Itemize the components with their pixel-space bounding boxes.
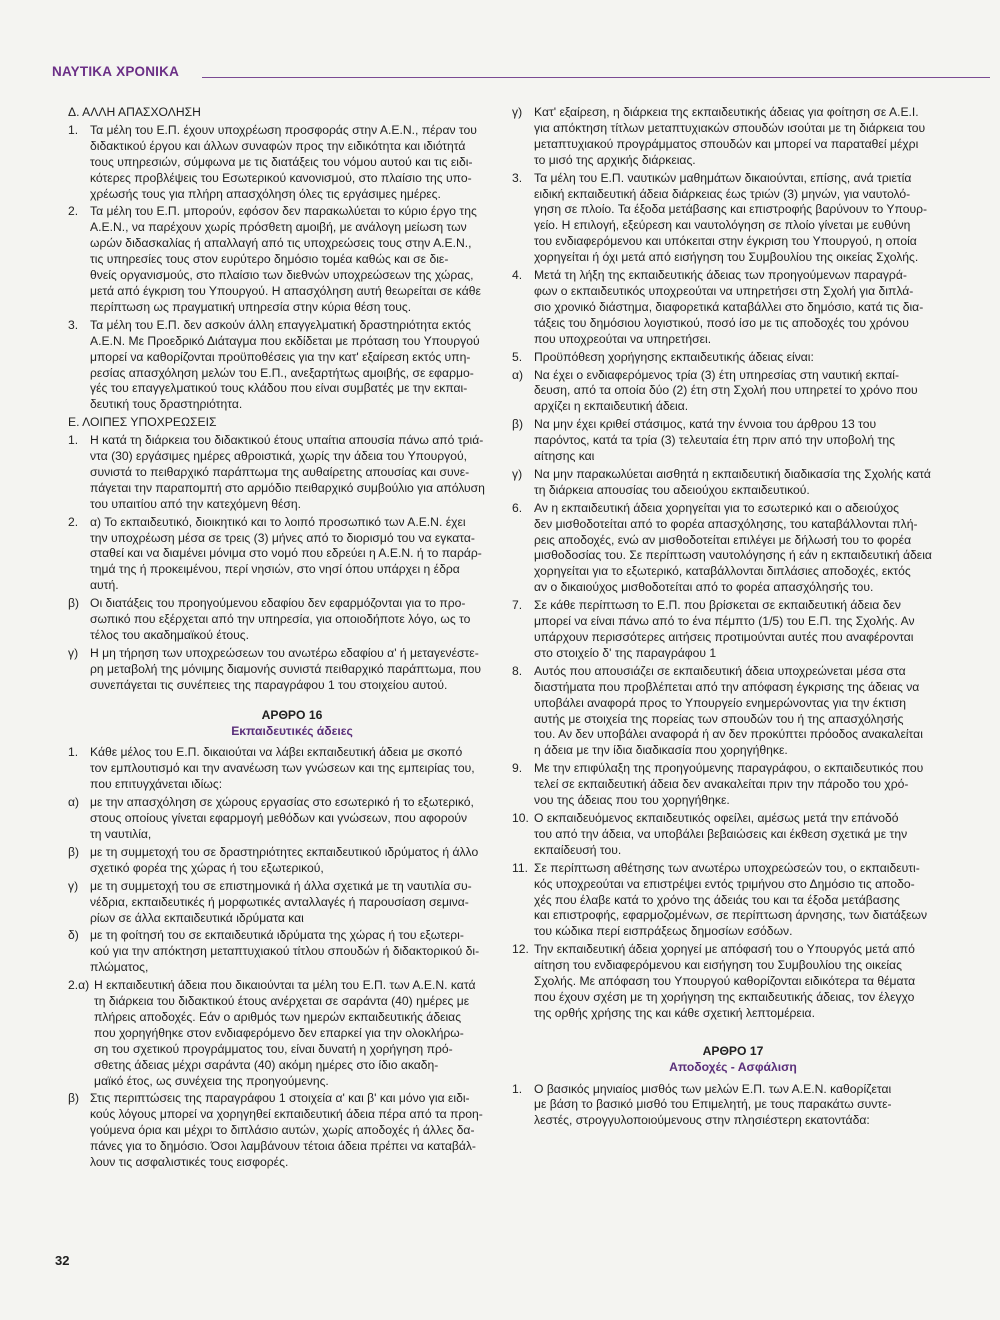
text-line: αυτής με στοιχεία της πορείας των σπουδών του ή της απασχόλησής: [534, 711, 904, 726]
paragraph-item: [512, 860, 928, 941]
text-line: τημά της ή προκειμένου, περί νησιών, στο νησί όπου υπάρχει η έδρα: [90, 562, 460, 577]
paragraph-text: [534, 811, 924, 859]
text-line: ρη μεταβολή της μόνιμης διαμονής συνιστά πειθαρχικό παράπτωμα, που: [90, 661, 481, 676]
text-line: διαστήματα που προβλέπεται από την απόφαση έγκρισης της άδειας να: [534, 679, 920, 694]
paragraph-item: [68, 745, 486, 793]
text-line: Οι διατάξεις του προηγούμενου εδαφίου δεν εφαρμόζονται για το προ-: [90, 596, 466, 611]
paragraph-text: [534, 171, 927, 266]
text-line: περίπτωση ως πραγματική υπηρεσία στην κύρια θέση τους.: [90, 299, 412, 314]
paragraph-item: [68, 978, 486, 1089]
paragraph-item: [512, 500, 932, 596]
paragraph-text: [90, 515, 486, 595]
text-line: Η εκπαιδευτική άδεια που δικαιούνται τα μέλη του Ε.Π. των Α.Ε.Ν. κατά: [94, 978, 476, 993]
paragraph-text: [534, 467, 931, 499]
text-line: λεστές, στρογγυλοποιούμενους στην πλησιέστερη εκατοντάδα:: [534, 1113, 870, 1128]
text-line: το μισό της αρχικής διάρκειας.: [534, 152, 696, 167]
paragraph-item: [512, 417, 924, 465]
paragraph-item: [512, 1082, 924, 1130]
text-line: του από την άδεια, να υποβάλει βεβαιώσεις και έκθεση σχετικά με την: [534, 826, 908, 841]
text-line: Στις περιπτώσεις της παραγράφου 1 στοιχεία α' και β' και μόνο για ειδι-: [90, 1091, 470, 1106]
item-label: 4.: [512, 268, 523, 283]
paragraph-item: [512, 598, 924, 662]
article-subtitle: Αποδοχές - Ασφάλιση: [669, 1059, 797, 1074]
text-line: Τα μέλη του Ε.Π. μπορούν, εφόσον δεν παρακωλύεται το κύριο έργο της: [90, 204, 477, 219]
article-title: ΑΡΘΡΟ 17: [702, 1043, 764, 1058]
paragraph-text: [94, 978, 486, 1089]
paragraph-text: [90, 1091, 486, 1171]
text-line: χορηγείται ή όχι μετά από εισήγηση του Συμβουλίου της οικείας Σχολής.: [534, 250, 919, 265]
paragraph-text: [534, 368, 924, 416]
paragraph-text: [90, 879, 486, 927]
text-line: ρεις αποδοχές, ενώ αν μισθοδοτείται επιλέγει με δήλωσή του το φορέα: [534, 532, 912, 547]
paragraph-item: [512, 942, 924, 1022]
paragraph-item: [68, 433, 486, 513]
paragraph-item: [68, 515, 486, 595]
item-label: 1.: [68, 433, 79, 448]
paragraph-item: [512, 170, 928, 266]
paragraph-text: [90, 745, 486, 793]
text-line: σιο χρονικό διάστημα, διαφορετικά καταβάλλει στο δημόσιο, κατά τις δια-: [534, 299, 924, 314]
paragraph-text: [534, 501, 932, 596]
text-line: στους οποίους γίνεται εφαρμογή μεθόδων και γνώσεων, που αφορούν: [90, 811, 468, 826]
text-line: τάξεις του δημόσιου λογιστικού, ποσό ίσο με τις αποδοχές του χρόνου: [534, 315, 909, 330]
item-label: 1.: [68, 745, 79, 760]
paragraph-text: [534, 105, 925, 169]
item-label: δ): [68, 928, 79, 943]
text-line: χορηγείται για το εξωτερικό, καταβάλλονται διπλάσιες αποδοχές, εκτός: [534, 564, 911, 579]
item-label: β): [512, 417, 524, 432]
text-line: λουν τις ασφαλιστικές τους εισφορές.: [90, 1155, 289, 1170]
text-line: του κώδικα περί εισπράξεως δημοσίων εσόδων.: [534, 924, 793, 939]
text-line: με βάση το βασικό μισθό του Επιμελητή, με τους παρακάτω συντε-: [534, 1097, 892, 1112]
text-line: συνιστά το πειθαρχικό παράπτωμα της αυθαίρετης απουσίας και συνε-: [90, 464, 470, 479]
text-line: φων ο εκπαιδευτικός υποχρεούται να υπηρετήσει στη Σχολή για διπλά-: [534, 283, 914, 298]
text-line: μπορεί να είναι πάνω από το ένα πέμπτο (1/5) του Ε.Π. της Σχολής. Αν: [534, 614, 915, 629]
text-line: μισθοδοσίας του. Σε περίπτωση ναυτολόγησης ή εάν η εκπαιδευτική άδεια: [534, 548, 932, 563]
text-line: συνεπάγεται τις συνέπειες της παραγράφου 1 του στοιχείου αυτού.: [90, 677, 448, 692]
text-line: γείο. Η επιλογή, εξεύρεση και ναυτολόγηση σε πλοίο γίνεται με ευθύνη: [534, 218, 911, 233]
text-line: δευτική τους δραστηριότητα.: [90, 397, 243, 412]
text-line: Σε περίπτωση αθέτησης των ανωτέρω υποχρεώσεών του, ο εκπαιδευτι-: [534, 860, 920, 875]
paragraph-item: [68, 845, 486, 877]
item-label: 2.α): [68, 978, 90, 993]
text-line: με τη συμμετοχή του σε επιστημονικά ή άλλα σχετικά με τη ναυτιλία συ-: [90, 878, 472, 893]
item-label: 12.: [512, 942, 529, 957]
text-line: στο στοιχείο δ' της παραγράφου 1: [534, 645, 717, 660]
item-label: β): [68, 596, 80, 611]
item-label: β): [68, 1091, 80, 1106]
text-line: της ορθής χρήσης της και κάθε σχετική λεπτομέρεια.: [534, 1005, 815, 1020]
text-line: Με την επιφύλαξη της προηγούμενης παραγράφου, ο εκπαιδευτικός που: [534, 761, 924, 776]
running-header: [52, 64, 990, 84]
left-column: [68, 105, 486, 1173]
item-label: γ): [68, 878, 79, 893]
text-line: Η κατά τη διάρκεια του διδακτικού έτους υπαίτια απουσία πάνω από τριά-: [90, 433, 484, 448]
text-line: παρόντος, κατά τα τρία (3) τελευταία έτη πριν από την υποβολή της: [534, 433, 895, 448]
text-line: γηση σε πλοίο. Τα έξοδα μετάβασης και επιστροφής βαρύνουν το Υπουρ-: [534, 202, 928, 217]
text-line: Τα μέλη του Ε.Π. δεν ασκούν άλλη επαγγελματική δραστηριότητα εκτός: [90, 317, 471, 332]
paragraph-text: [534, 942, 924, 1022]
page-number: 32: [55, 1253, 70, 1268]
text-line: που υποχρεούται να υπηρετήσει.: [534, 331, 712, 346]
text-line: πάγεται την παραπομπή στο αρμόδιο πειθαρχικό συμβούλιο για απόλυση: [90, 480, 485, 495]
text-line: που επιτυγχάνεται ιδίως:: [90, 777, 223, 792]
text-line: ντα (30) εργάσιμες ημέρες αθροιστικά, χωρίς την άδεια του Υπουργού,: [90, 449, 468, 464]
paragraph-text: [534, 350, 924, 366]
text-line: κότερες προβλέψεις του Εσωτερικού κανονισμού, στο πλαίσιο της υπο-: [90, 170, 472, 185]
text-line: Η μη τήρηση των υποχρεώσεων του ανωτέρω εδαφίου α' ή μεταγενέστε-: [90, 645, 479, 660]
text-line: νου της άδειας που του χορηγήθηκε.: [534, 793, 730, 808]
paragraph-text: [534, 861, 927, 941]
paragraph-text: [90, 928, 486, 976]
text-line: αίτησης και: [534, 449, 595, 464]
text-line: υποβάλει αναφορά προς το Υπουργείο ενημερώνοντας για την έκτιση: [534, 695, 907, 710]
text-line: τη διάρκεια του διδακτικού έτους ανέρχεται σε σαράντα (40) ημέρες με: [94, 994, 470, 1009]
text-line: Α.Ε.Ν. Με Προεδρικό Διάταγμα που εκδίδεται με πρόταση του Υπουργού: [90, 333, 480, 348]
item-label: 8.: [512, 663, 523, 678]
text-line: υπάρχουν περισσότερες αιτήσεις προτιμούνται αυτές που αναφέρονται: [534, 630, 914, 644]
text-line: δεν μισθοδοτείται από το φορέα απασχόλησης, του καταβάλλονται πλή-: [534, 516, 918, 531]
text-line: διδακτικού έργου και άλλων συναφών προς την ειδικότητα και ιδιότητά: [90, 138, 466, 153]
text-line: Να μην παρακωλύεται αισθητά η εκπαιδευτική διαδικασία της Σχολής κατά: [534, 466, 931, 481]
paragraph-item: [512, 268, 924, 348]
text-line: Κάθε μέλος του Ε.Π. δικαιούται να λάβει εκπαιδευτική άδεια με σκοπό: [90, 745, 463, 760]
paragraph-item: [512, 664, 924, 759]
paragraph-text: [90, 646, 486, 694]
text-line: τέλος του ακαδημαϊκού έτους.: [90, 628, 249, 642]
article-subtitle: Εκπαιδευτικές άδειες: [231, 723, 353, 738]
text-line: σθετης άδειας μέχρι σαράντα (40) ακόμη ημέρες στο ίδιο ακαδη-: [94, 1057, 439, 1072]
text-line: τις υπηρεσίες τους στον ευρύτερο δημόσιο τομέα καθώς και σε διε-: [90, 252, 449, 267]
paragraph-text: [534, 664, 924, 759]
text-line: πλήρεις αποδοχές. Εάν ο αριθμός των ημερών εκπαιδευτικής άδειας: [94, 1009, 462, 1024]
text-line: αίτηση του ενδιαφερόμενου και εισήγηση του Συμβουλίου της οικείας: [534, 958, 902, 973]
paragraph-text: [534, 417, 924, 465]
text-line: Τα μέλη του Ε.Π. ναυτικών μαθημάτων δικαιούνται, επίσης, ανά τριετία: [534, 170, 912, 185]
text-line: Σε κάθε περίπτωση το Ε.Π. που βρίσκεται σε εκπαιδευτική άδεια δεν: [534, 598, 901, 613]
item-label: β): [68, 844, 80, 859]
paragraph-item: [68, 204, 486, 315]
text-line: δευση, από τα οποία δύο (2) έτη στη Σχολή που υπηρετεί το χρόνο που: [534, 383, 918, 398]
text-line: και επιστροφής, εφαρμοζομένων, σε περίπτωση άρνησης, των διατάξεων: [534, 908, 928, 923]
item-label: 9.: [512, 761, 523, 776]
item-label: 3.: [68, 317, 79, 332]
item-label: γ): [512, 466, 523, 481]
text-line: σταθεί και να διαμένει μόνιμα στο νομό που εδρεύει η Α.Ε.Ν. ή το παράρ-: [90, 546, 482, 561]
item-label: 10.: [512, 810, 529, 825]
paragraph-item: [512, 105, 924, 169]
item-label: 5.: [512, 349, 523, 364]
text-line: Σχολής. Με απόφαση του Υπουργού καθορίζονται ειδικότερα τα θέματα: [534, 974, 916, 989]
item-label: γ): [512, 105, 523, 119]
text-line: Κατ' εξαίρεση, η διάρκεια της εκπαιδευτικής άδειας για φοίτηση σε Α.Ε.Ι.: [534, 105, 919, 119]
item-label: 7.: [512, 598, 523, 613]
paragraph-item: [68, 928, 486, 976]
paragraph-text: [90, 795, 486, 843]
text-line: γούμενα όρια και μέχρι το διπλάσιο αυτών, χωρίς αποδοχές ή άλλες δα-: [90, 1123, 475, 1138]
text-line: Αν η εκπαιδευτική άδεια χορηγείται για το εσωτερικό και ο αδειούχος: [534, 500, 900, 515]
text-line: Προϋπόθεση χορήγησης εκπαιδευτικής άδειας είναι:: [534, 349, 814, 364]
paragraph-item: [512, 368, 924, 416]
paragraph-text: [90, 433, 486, 513]
text-line: Να μην έχει κριθεί στάσιμος, κατά την έννοια του άρθρου 13 του: [534, 417, 877, 432]
text-line: με τη συμμετοχή του σε δραστηριότητες εκπαιδευτικού ιδρύματος ή άλλο: [90, 844, 479, 859]
item-label: 2.: [68, 204, 79, 219]
paragraph-item: [512, 350, 924, 366]
text-line: ωρών διδασκαλίας ή απαλλαγή από τις υποχρεώσεις τους στην Α.Ε.Ν.,: [90, 236, 472, 251]
text-line: χές που έλαβε κατά το χρόνο της άδειάς του και τα έξοδα μετάβασης: [534, 892, 900, 907]
text-line: αρχίζει η εκπαιδευτική άδεια.: [534, 399, 689, 414]
right-column: [512, 105, 932, 1131]
header-rule: [202, 77, 990, 78]
paragraph-text: [90, 123, 486, 203]
text-line: ρεσίας απασχόληση μελών του Ε.Π., ανεξαρτήτως αμοιβής, σε εφαρμο-: [90, 365, 474, 380]
text-line: γές του επαγγελματικού τους κλάδου που είναι συμβατές με την εκπαι-: [90, 381, 468, 396]
text-line: τη ναυτιλία,: [90, 826, 152, 841]
item-label: γ): [68, 645, 79, 660]
text-line: Τα μέλη του Ε.Π. έχουν υποχρέωση προσφοράς στην Α.Ε.Ν., πέραν του: [90, 122, 477, 137]
text-line: σχετικό φορέα της χώρας ή του εξωτερικού,: [90, 860, 324, 875]
paragraph-item: [68, 123, 486, 203]
text-line: ρίων σε άλλα εκπαιδευτικά ιδρύματα και: [90, 910, 304, 925]
text-line: Ο βασικός μηνιαίος μισθός των μελών Ε.Π. των Α.Ε.Ν. καθορίζεται: [534, 1081, 892, 1096]
text-line: χρέωσής τους για πλήρη απασχόληση όλες τις εργάσιμες ημέρες.: [90, 186, 441, 201]
text-line: μεταπτυχιακού προγράμματος σπουδών και μπορεί να παραταθεί μέχρι: [534, 136, 919, 151]
text-line: την υποχρέωση μέσα σε τρεις (3) μήνες από το διορισμό του να εγκατα-: [90, 530, 475, 545]
section-title: Δ. ΑΛΛΗ ΑΠΑΣΧΟΛΗΣΗ: [68, 105, 201, 119]
text-line: ση του σχετικού προγράμματος του, είναι δυνατή η χορήγηση πρό-: [94, 1041, 453, 1056]
text-line: πάνες για το δημόσιο. Όσοι λαμβάνουν τέτοια άδεια πρέπει να καταβάλ-: [90, 1139, 476, 1154]
paragraph-item: [68, 879, 486, 927]
text-line: σωπικό που εξέρχεται από την υπηρεσία, για οποιοδήποτε λόγο, ως το: [90, 612, 471, 627]
item-label: α): [68, 795, 80, 810]
text-line: ειδική εκπαιδευτική άδεια διάρκειας έως τριών (3) μηνών, για ναυτολό-: [534, 186, 911, 201]
text-line: μαϊκό έτος, ως συνέχεια της προηγούμενης.: [94, 1073, 329, 1088]
paragraph-item: [68, 795, 486, 843]
paragraph-item: [68, 1091, 486, 1171]
paragraph-text: [534, 1082, 924, 1130]
text-line: εκπαίδευσή του.: [534, 842, 622, 857]
text-line: που χορηγήθηκε στον ενδιαφερόμενο δεν επαρκεί για την ολοκλήρω-: [94, 1025, 464, 1040]
item-label: 2.: [68, 514, 79, 529]
paragraph-text: [534, 598, 924, 662]
item-label: 6.: [512, 500, 523, 515]
text-line: Την εκπαιδευτική άδεια χορηγεί με απόφασή του ο Υπουργός μετά από: [534, 942, 915, 957]
item-label: 11.: [512, 860, 528, 875]
text-line: Να έχει ο ενδιαφερόμενος τρία (3) έτη υπηρεσίας στη ναυτική εκπαί-: [534, 367, 900, 382]
text-line: μετά από έγκριση του Υπουργού. Η απασχόληση αυτή θεωρείται σε κάθε: [90, 283, 481, 298]
paragraph-text: [534, 761, 924, 809]
text-line: κού για την απόκτηση μεταπτυχιακού τίτλου σπουδών ή διδακτορικού δι-: [90, 944, 480, 959]
text-line: τελεί σε εκπαιδευτική άδεια δεν ανακαλείται πριν την πάροδο του χρό-: [534, 777, 909, 792]
text-line: κούς λόγους μπορεί να χορηγηθεί εκπαιδευτική άδεια πέρα από τα προη-: [90, 1107, 483, 1122]
paragraph-text: [534, 268, 924, 348]
text-line: πλώματος,: [90, 960, 149, 975]
text-line: η άδεια με την ίδια διαδικασία που χορηγήθηκε.: [534, 743, 788, 758]
text-line: αν ο δικαιούχος μισθοδοτείται από το φορέα απασχόλησής του.: [534, 580, 874, 595]
text-line: α) Το εκπαιδευτικό, διοικητικό και το λοιπό προσωπικό των Α.Ε.Ν. έχει: [90, 514, 466, 529]
paragraph-item: [512, 811, 924, 859]
text-line: τον εμπλουτισμό και την ανανέωση των γνώσεων και της εμπειρίας του,: [90, 761, 475, 776]
paragraph-text: [90, 204, 486, 315]
text-line: τη διάρκεια απουσίας του αδειούχου εκπαιδευτικού.: [534, 482, 810, 497]
text-line: Α.Ε.Ν., να παρέχουν χωρίς πρόσθετη αμοιβή, με ανάλογη μείωση των: [90, 220, 467, 235]
text-line: που έχουν σχέση με τη χορήγηση της εκπαιδευτικής άδειας, τον έλεγχο: [534, 989, 915, 1004]
item-label: 3.: [512, 170, 523, 185]
item-label: 1.: [512, 1081, 523, 1096]
magazine-title: ΝΑΥΤΙΚΑ ΧΡΟΝΙΚΑ: [52, 64, 180, 79]
item-label: 1.: [68, 122, 79, 137]
text-line: Μετά τη λήξη της εκπαιδευτικής άδειας των προηγούμενων παραγρά-: [534, 268, 907, 283]
text-line: κός υποχρεούται να επιστρέψει εντός τριμήνου στο Δημόσιο τις αποδο-: [534, 876, 915, 891]
text-line: αυτή.: [90, 578, 119, 593]
text-line: θνείς οργανισμούς, στο πλαίσιο των διεθνών υποχρεώσεων της χώρας,: [90, 268, 474, 283]
text-line: για απόκτηση τίτλων μεταπτυχιακών σπουδών ισούται με τη διάρκεια του: [534, 120, 926, 135]
text-line: Ο εκπαιδευόμενος εκπαιδευτικός οφείλει, αμέσως μετά την επάνοδό: [534, 810, 899, 825]
paragraph-item: [68, 318, 486, 413]
article-title: ΑΡΘΡΟ 16: [261, 707, 323, 722]
text-line: του υπαιτίου από την κατεχόμενη θέση.: [90, 496, 302, 511]
paragraph-text: [90, 845, 486, 877]
text-line: Αυτός που απουσιάζει σε εκπαιδευτική άδεια υποχρεώνεται μέσα στα: [534, 663, 906, 678]
text-line: τους υπηρεσιών, σύμφωνα με τις διατάξεις του νόμου αυτού και τις ειδι-: [90, 154, 473, 169]
paragraph-item: [512, 761, 924, 809]
paragraph-text: [90, 596, 486, 644]
text-line: νέδρια, εκπαιδευτικές ή μορφωτικές ανταλλαγές ή παρουσίαση σεμινα-: [90, 894, 469, 909]
item-label: α): [512, 367, 524, 382]
section-title: Ε. ΛΟΙΠΕΣ ΥΠΟΧΡΕΩΣΕΙΣ: [68, 415, 217, 430]
text-line: του. Αν δεν υποβάλει αναφορά ή αν δεν προκύπτει πρόοδος ανακαλείται: [534, 727, 923, 742]
paragraph-item: [512, 466, 931, 499]
text-line: του ενδιαφερόμενου και υπόκειται στην έγκριση του Υπουργού, η οποία: [534, 234, 917, 249]
text-line: με τη φοίτησή του σε εκπαιδευτικά ιδρύματα της χώρας ή του εξωτερι-: [90, 928, 464, 943]
paragraph-item: [68, 596, 486, 644]
paragraph-text: [90, 318, 486, 413]
paragraph-item: [68, 646, 486, 694]
text-line: μπορεί να καθορίζονται προϋποθέσεις για την κατ' εξαίρεση εκτός υπη-: [90, 349, 471, 364]
text-line: με την απασχόληση σε χώρους εργασίας στο εσωτερικό ή το εξωτερικό,: [90, 795, 474, 810]
